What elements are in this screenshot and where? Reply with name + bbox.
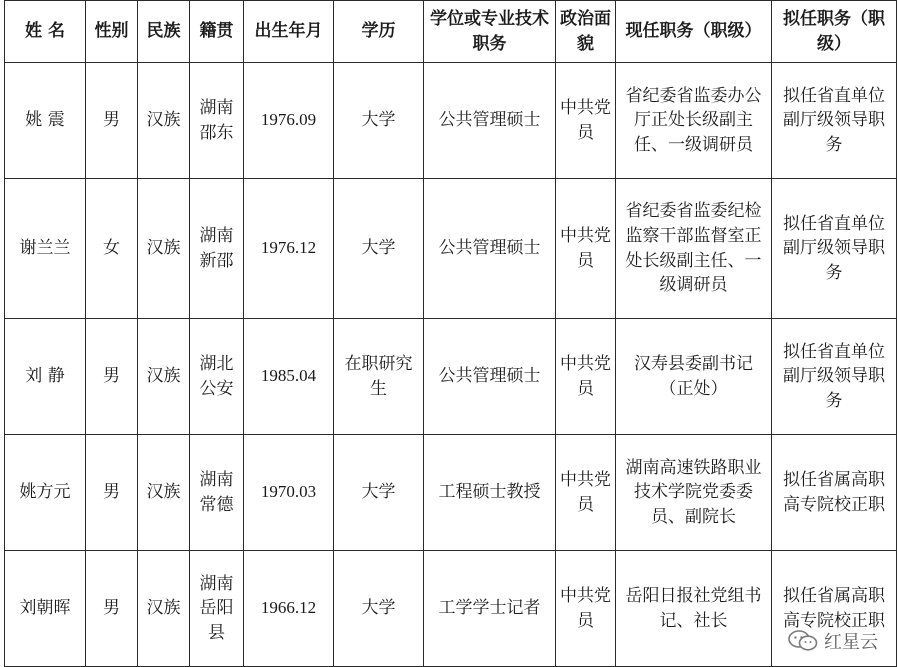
cell-political: 中共党员 bbox=[556, 551, 616, 667]
cell-origin: 湖南常德 bbox=[190, 435, 244, 551]
cell-education: 大学 bbox=[334, 179, 424, 319]
cell-degree: 工程硕士教授 bbox=[424, 435, 556, 551]
cell-gender: 男 bbox=[86, 63, 138, 179]
cell-political: 中共党员 bbox=[556, 63, 616, 179]
cell-proposed-position: 拟任省直单位副厅级领导职务 bbox=[772, 179, 897, 319]
cell-education: 在职研究生 bbox=[334, 319, 424, 435]
cell-gender: 男 bbox=[86, 551, 138, 667]
cell-origin: 湖南新邵 bbox=[190, 179, 244, 319]
cell-current-position: 省纪委省监委办公厅正处长级副主任、一级调研员 bbox=[616, 63, 772, 179]
candidate-table bbox=[4, 0, 897, 667]
cell-current-position: 岳阳日报社党组书记、社长 bbox=[616, 551, 772, 667]
header-birth: 出生年月 bbox=[244, 1, 334, 63]
cell-gender: 男 bbox=[86, 435, 138, 551]
cell-current-position: 湖南高速铁路职业技术学院党委委员、副院长 bbox=[616, 435, 772, 551]
cell-ethnicity: 汉族 bbox=[138, 179, 190, 319]
cell-current-position: 汉寿县委副书记（正处） bbox=[616, 319, 772, 435]
header-name: 姓 名 bbox=[5, 1, 86, 63]
header-current-position: 现任职务（职级） bbox=[616, 1, 772, 63]
cell-ethnicity: 汉族 bbox=[138, 435, 190, 551]
table-row bbox=[5, 551, 897, 667]
header-origin: 籍贯 bbox=[190, 1, 244, 63]
cell-political: 中共党员 bbox=[556, 435, 616, 551]
header-ethnicity: 民族 bbox=[138, 1, 190, 63]
wechat-icon bbox=[788, 630, 818, 652]
table-row bbox=[5, 179, 897, 319]
cell-birth: 1985.04 bbox=[244, 319, 334, 435]
cell-degree: 公共管理硕士 bbox=[424, 319, 556, 435]
cell-gender: 男 bbox=[86, 319, 138, 435]
table-row bbox=[5, 319, 897, 435]
header-political: 政治面貌 bbox=[556, 1, 616, 63]
cell-degree: 公共管理硕士 bbox=[424, 63, 556, 179]
header-degree: 学位或专业技术职务 bbox=[424, 1, 556, 63]
cell-ethnicity: 汉族 bbox=[138, 551, 190, 667]
cell-proposed-position: 拟任省属高职高专院校正职 bbox=[772, 435, 897, 551]
cell-name: 姚 震 bbox=[5, 63, 86, 179]
watermark-text: 红星云 bbox=[824, 632, 878, 653]
cell-proposed-position: 拟任省直单位副厅级领导职务 bbox=[772, 63, 897, 179]
cell-ethnicity: 汉族 bbox=[138, 63, 190, 179]
cell-origin: 湖南岳阳县 bbox=[190, 551, 244, 667]
cell-name: 刘 静 bbox=[5, 319, 86, 435]
cell-origin: 湖北公安 bbox=[190, 319, 244, 435]
cell-name: 谢兰兰 bbox=[5, 179, 86, 319]
header-proposed-position: 拟任职务（职级） bbox=[772, 1, 897, 63]
cell-origin: 湖南邵东 bbox=[190, 63, 244, 179]
watermark bbox=[788, 628, 878, 654]
cell-education: 大学 bbox=[334, 63, 424, 179]
table-row bbox=[5, 63, 897, 179]
cell-name: 姚方元 bbox=[5, 435, 86, 551]
cell-birth: 1966.12 bbox=[244, 551, 334, 667]
cell-birth: 1976.12 bbox=[244, 179, 334, 319]
cell-ethnicity: 汉族 bbox=[138, 319, 190, 435]
cell-current-position: 省纪委省监委纪检监察干部监督室正处长级副主任、一级调研员 bbox=[616, 179, 772, 319]
cell-proposed-position: 拟任省直单位副厅级领导职务 bbox=[772, 319, 897, 435]
cell-political: 中共党员 bbox=[556, 319, 616, 435]
cell-education: 大学 bbox=[334, 435, 424, 551]
cell-education: 大学 bbox=[334, 551, 424, 667]
cell-gender: 女 bbox=[86, 179, 138, 319]
cell-birth: 1976.09 bbox=[244, 63, 334, 179]
cell-proposed-position: 拟任省属高职高专院校正职 bbox=[772, 551, 897, 667]
header-row bbox=[5, 1, 897, 63]
header-gender: 性别 bbox=[86, 1, 138, 63]
cell-name: 刘朝晖 bbox=[5, 551, 86, 667]
table-row bbox=[5, 435, 897, 551]
cell-degree: 公共管理硕士 bbox=[424, 179, 556, 319]
cell-birth: 1970.03 bbox=[244, 435, 334, 551]
cell-political: 中共党员 bbox=[556, 179, 616, 319]
cell-degree: 工学学士记者 bbox=[424, 551, 556, 667]
header-education: 学历 bbox=[334, 1, 424, 63]
